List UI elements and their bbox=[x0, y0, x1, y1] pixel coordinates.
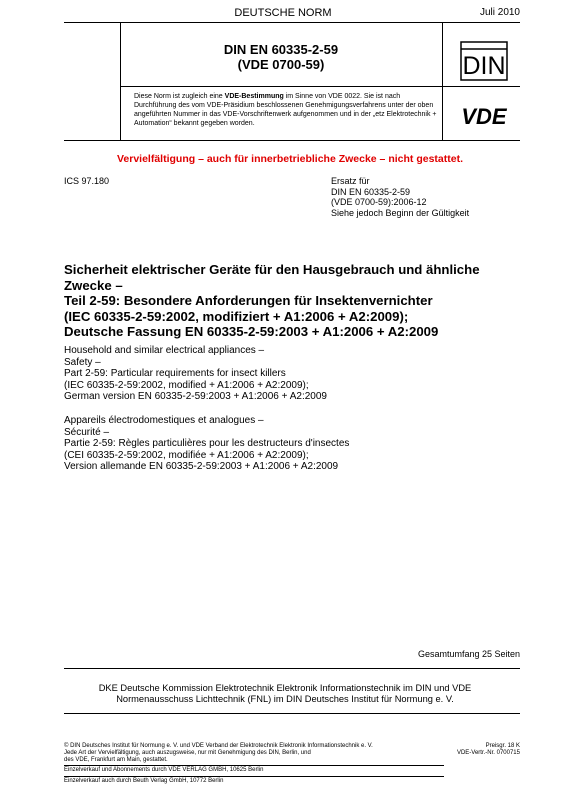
copyright-line: Jede Art der Vervielfältigung, auch auszugsweise, nur mit Genehmigung des DIN, Berlin, und bbox=[64, 750, 311, 757]
title-french-line: Partie 2-59: Règles particulières pour les destructeurs d'insectes bbox=[64, 438, 350, 449]
title-english-line: German version EN 60335-2-59:2003 + A1:2006 + A2:2009 bbox=[64, 391, 327, 402]
title-german-line: (IEC 60335-2-59:2002, modifiziert + A1:2006 + A2:2009); bbox=[64, 308, 409, 324]
order-number: VDE-Vertr.-Nr. 0700715 bbox=[456, 750, 520, 757]
price-info bbox=[457, 743, 520, 757]
din-logo-text: DIN bbox=[462, 52, 506, 80]
vde-logo bbox=[452, 99, 516, 133]
fnl-line: Normenausschuss Lichttechnik (FNL) im DIN Deutsches Institut für Normung e. V. bbox=[116, 694, 454, 704]
replaces-vde: (VDE 0700-59):2006-12 bbox=[331, 197, 427, 207]
title-english-line: Safety – bbox=[64, 356, 101, 368]
vde-statement-bold: VDE-Bestimmung bbox=[224, 93, 284, 100]
copyright-line: © DIN Deutsches Institut für Normung e. V. und VDE Verband der Elektrotechnik Elektronik Informationstechnik e. V. bbox=[64, 743, 373, 749]
title-german-line: Zwecke – bbox=[64, 277, 123, 293]
footer-rule-2 bbox=[64, 776, 444, 777]
document-type-header: DEUTSCHE NORM bbox=[234, 7, 332, 19]
title-french-line: Version allemande EN 60335-2-59:2003 + A1:2006 + A2:2009 bbox=[64, 461, 339, 472]
dke-rule bbox=[64, 713, 520, 714]
header-box-bottom-rule bbox=[64, 140, 520, 141]
replaces-standard: DIN EN 60335-2-59 bbox=[331, 186, 411, 197]
vde-number: (VDE 0700-59) bbox=[237, 57, 325, 72]
replaces-block bbox=[331, 176, 469, 218]
vde-statement bbox=[134, 92, 444, 128]
title-german-line: Sicherheit elektrischer Geräte für den Hausgebrauch und ähnliche bbox=[64, 262, 480, 277]
reproduction-warning: Vervielfältigung – auch für innerbetriebliche Zwecke – nicht gestattet. bbox=[116, 153, 463, 165]
standard-designation bbox=[120, 42, 442, 72]
sales-vde: Einzelverkauf und Abonnements durch VDE VERLAG GMBH, 10625 Berlin bbox=[64, 767, 264, 773]
dke-committee bbox=[50, 683, 520, 705]
dke-line: DKE Deutsche Kommission Elektrotechnik Elektronik Informationstechnik im DIN und VDE bbox=[98, 683, 472, 693]
replaces-note: Siehe jedoch Beginn der Gültigkeit bbox=[331, 207, 470, 218]
title-german bbox=[64, 262, 534, 340]
title-english-line: Household and similar electrical appliances – bbox=[64, 345, 265, 356]
middle-rule bbox=[120, 86, 520, 87]
left-vertical-divider bbox=[120, 23, 121, 140]
replaces-label: Ersatz für bbox=[331, 176, 370, 186]
title-english bbox=[64, 345, 534, 403]
standard-number: DIN EN 60335-2-59 bbox=[223, 42, 339, 57]
copyright-notice bbox=[64, 743, 444, 765]
price-group: Preisgr. 18 K bbox=[485, 743, 520, 749]
footer-rule bbox=[64, 765, 444, 766]
title-german-line: Deutsche Fassung EN 60335-2-59:2003 + A1:2006 + A2:2009 bbox=[64, 324, 439, 339]
vde-statement-part1: Diese Norm ist zugleich eine bbox=[134, 93, 225, 100]
ics-code: ICS 97.180 bbox=[64, 176, 110, 186]
title-french-line: Appareils électrodomestiques et analogues – bbox=[64, 415, 264, 426]
title-french bbox=[64, 415, 534, 473]
vde-statement-part2: im Sinne von VDE 0022. Sie ist nach Durchführung des vom VDE-Präsidium beschlossenen Genehmigungsverfahrens unter der oben angeführten Nummer in das VDE-Vorschriftenwerk aufgenommen und in der „etz Elektrotechnik + Automation“ bekannt gegeben worden. bbox=[134, 93, 437, 127]
din-logo bbox=[452, 40, 516, 82]
title-english-line: (IEC 60335-2-59:2002, modified + A1:2006 + A2:2009); bbox=[64, 379, 309, 391]
total-pages: Gesamtumfang 25 Seiten bbox=[417, 649, 520, 659]
header-rule bbox=[64, 22, 520, 23]
sales-beuth: Einzelverkauf auch durch Beuth Verlag GmbH, 10772 Berlin bbox=[64, 778, 224, 784]
title-german-line: Teil 2-59: Besondere Anforderungen für Insektenvernichter bbox=[64, 293, 433, 308]
title-english-line: Part 2-59: Particular requirements for insect killers bbox=[64, 368, 286, 379]
publication-date: Juli 2010 bbox=[479, 7, 520, 18]
pages-rule bbox=[64, 668, 520, 669]
title-french-line: Sécurité – bbox=[64, 426, 110, 438]
title-french-line: (CEI 60335-2-59:2002, modifiée + A1:2006 + A2:2009); bbox=[64, 449, 309, 461]
vde-logo-text: VDE bbox=[461, 104, 507, 129]
copyright-line: des VDE, Frankfurt am Main, gestattet. bbox=[64, 757, 168, 764]
